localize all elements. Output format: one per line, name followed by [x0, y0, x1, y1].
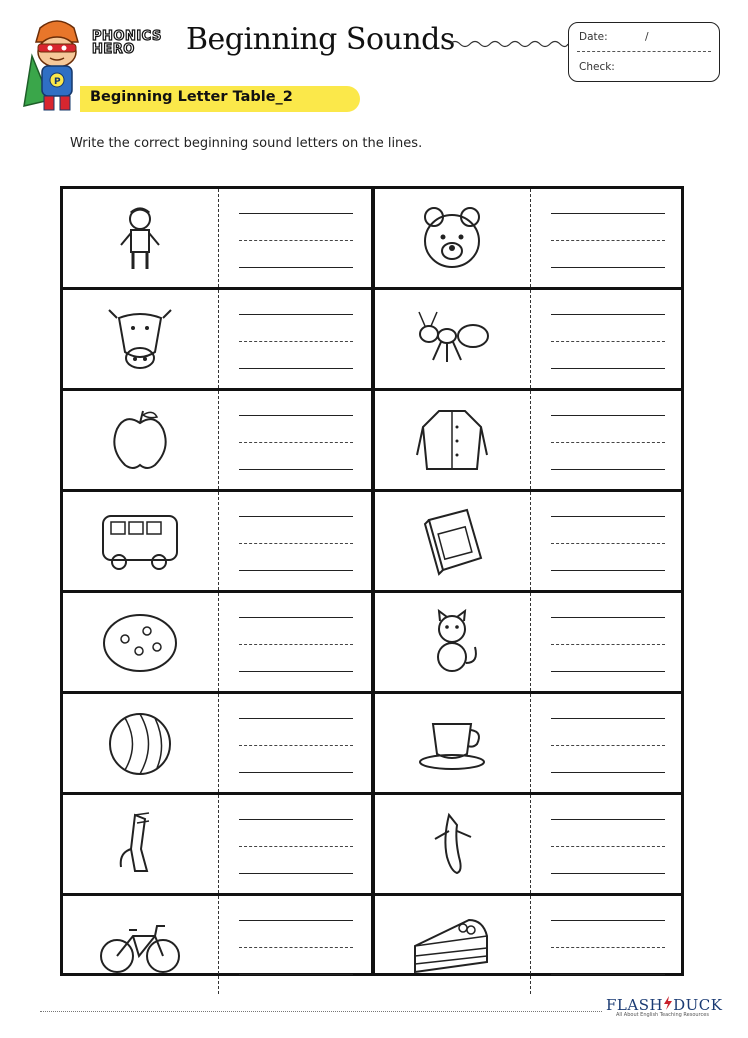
base-line [551, 873, 665, 874]
base-line [239, 974, 353, 975]
cell-dashed-divider [218, 492, 219, 590]
cell-dashed-divider [530, 896, 531, 994]
bear-icon [407, 203, 497, 273]
ball-icon [95, 708, 185, 778]
table-row [63, 391, 681, 489]
cell-dashed-divider [530, 290, 531, 388]
brand-left: FLASH [606, 996, 664, 1014]
answer-lines[interactable] [551, 819, 665, 879]
table-row [63, 593, 681, 691]
table-cell-left [63, 290, 369, 388]
top-line [551, 617, 665, 618]
date-label: Date: [579, 31, 608, 43]
mid-dashed-line [239, 341, 353, 342]
mid-dashed-line [551, 745, 665, 746]
svg-text:P: P [54, 77, 61, 87]
table-cell-left [63, 593, 369, 691]
answer-lines[interactable] [551, 920, 665, 980]
answer-lines[interactable] [239, 718, 353, 778]
check-label: Check: [579, 61, 615, 73]
cell-dashed-divider [530, 189, 531, 287]
banana-icon [407, 809, 497, 879]
answer-lines[interactable] [551, 314, 665, 374]
bike-icon [95, 910, 185, 980]
mid-dashed-line [239, 644, 353, 645]
cow-icon [95, 304, 185, 374]
brand-right: DUCK [673, 996, 723, 1014]
cell-dashed-divider [530, 492, 531, 590]
logo-line-1: PHONICS [92, 29, 162, 44]
cell-dashed-divider [218, 593, 219, 691]
date-check-separator [577, 51, 711, 52]
book-icon [407, 506, 497, 576]
page-title: Beginning Sounds [186, 22, 455, 57]
cell-dashed-divider [530, 795, 531, 893]
answer-lines[interactable] [239, 516, 353, 576]
base-line [239, 873, 353, 874]
base-line [551, 772, 665, 773]
table-cell-right [375, 290, 681, 388]
table-row [63, 189, 681, 287]
cell-dashed-divider [218, 391, 219, 489]
cell-dashed-divider [218, 189, 219, 287]
lightning-icon [663, 996, 673, 1010]
base-line [551, 671, 665, 672]
answer-lines[interactable] [239, 617, 353, 677]
worksheet-header [0, 0, 748, 130]
cake-icon [407, 910, 497, 980]
mid-dashed-line [239, 240, 353, 241]
base-line [551, 469, 665, 470]
table-cell-right [375, 492, 681, 590]
cell-dashed-divider [218, 896, 219, 994]
base-line [551, 267, 665, 268]
cell-dashed-divider [218, 694, 219, 792]
table-row [63, 896, 681, 994]
base-line [239, 267, 353, 268]
top-line [551, 718, 665, 719]
cat-icon [407, 607, 497, 677]
date-check-box [568, 22, 720, 82]
answer-lines[interactable] [239, 819, 353, 879]
base-line [239, 469, 353, 470]
cup-icon [407, 708, 497, 778]
top-line [551, 415, 665, 416]
table-cell-left [63, 694, 369, 792]
answer-lines[interactable] [551, 516, 665, 576]
footer-tagline: All About English Teaching Resources [616, 1012, 709, 1018]
mid-dashed-line [551, 240, 665, 241]
base-line [239, 772, 353, 773]
cookie-icon [95, 607, 185, 677]
top-line [551, 314, 665, 315]
table-cell-right [375, 795, 681, 893]
mid-dashed-line [551, 442, 665, 443]
table-cell-right [375, 694, 681, 792]
worksheet-subtitle: Beginning Letter Table_2 [90, 89, 293, 105]
mid-dashed-line [551, 846, 665, 847]
top-line [239, 617, 353, 618]
top-line [239, 314, 353, 315]
base-line [239, 368, 353, 369]
decorative-wave [450, 38, 568, 50]
top-line [239, 516, 353, 517]
table-row [63, 492, 681, 590]
mid-dashed-line [551, 644, 665, 645]
boy-icon [95, 203, 185, 273]
mid-dashed-line [239, 745, 353, 746]
mid-dashed-line [239, 543, 353, 544]
table-cell-left [63, 391, 369, 489]
cell-dashed-divider [218, 795, 219, 893]
mid-dashed-line [239, 442, 353, 443]
top-line [551, 920, 665, 921]
top-line [239, 415, 353, 416]
table-cell-left [63, 896, 369, 994]
base-line [239, 671, 353, 672]
beginning-letter-table [60, 186, 684, 976]
footer-dotted-line [40, 1011, 602, 1012]
logo-line-2: HERO [92, 42, 135, 57]
table-cell-right [375, 593, 681, 691]
table-cell-left [63, 492, 369, 590]
mid-dashed-line [551, 947, 665, 948]
ant-icon [407, 304, 497, 374]
cell-dashed-divider [530, 694, 531, 792]
table-cell-right [375, 896, 681, 994]
table-cell-left [63, 189, 369, 287]
phonics-hero-logo [92, 30, 162, 56]
answer-lines[interactable] [551, 718, 665, 778]
top-line [551, 213, 665, 214]
base-line [239, 570, 353, 571]
instruction-text: Write the correct beginning sound letters on the lines. [70, 136, 423, 151]
top-line [239, 819, 353, 820]
top-line [239, 920, 353, 921]
top-line [551, 819, 665, 820]
mid-dashed-line [239, 947, 353, 948]
table-cell-right [375, 391, 681, 489]
table-row [63, 290, 681, 388]
top-line [239, 213, 353, 214]
coat-icon [407, 405, 497, 475]
top-line [239, 718, 353, 719]
bus-icon [95, 506, 185, 576]
top-line [551, 516, 665, 517]
table-row [63, 694, 681, 792]
base-line [551, 974, 665, 975]
date-slash: / [645, 31, 649, 43]
base-line [551, 570, 665, 571]
table-cell-right [375, 189, 681, 287]
base-line [551, 368, 665, 369]
answer-lines[interactable] [239, 314, 353, 374]
cell-dashed-divider [530, 391, 531, 489]
alligator-icon [95, 809, 185, 879]
table-row [63, 795, 681, 893]
apple-icon [95, 405, 185, 475]
mid-dashed-line [551, 341, 665, 342]
mid-dashed-line [239, 846, 353, 847]
table-cell-left [63, 795, 369, 893]
answer-lines[interactable] [239, 415, 353, 475]
answer-lines[interactable] [551, 213, 665, 273]
cell-dashed-divider [530, 593, 531, 691]
mid-dashed-line [551, 543, 665, 544]
answer-lines[interactable] [239, 920, 353, 980]
answer-lines[interactable] [551, 415, 665, 475]
cell-dashed-divider [218, 290, 219, 388]
answer-lines[interactable] [239, 213, 353, 273]
answer-lines[interactable] [551, 617, 665, 677]
